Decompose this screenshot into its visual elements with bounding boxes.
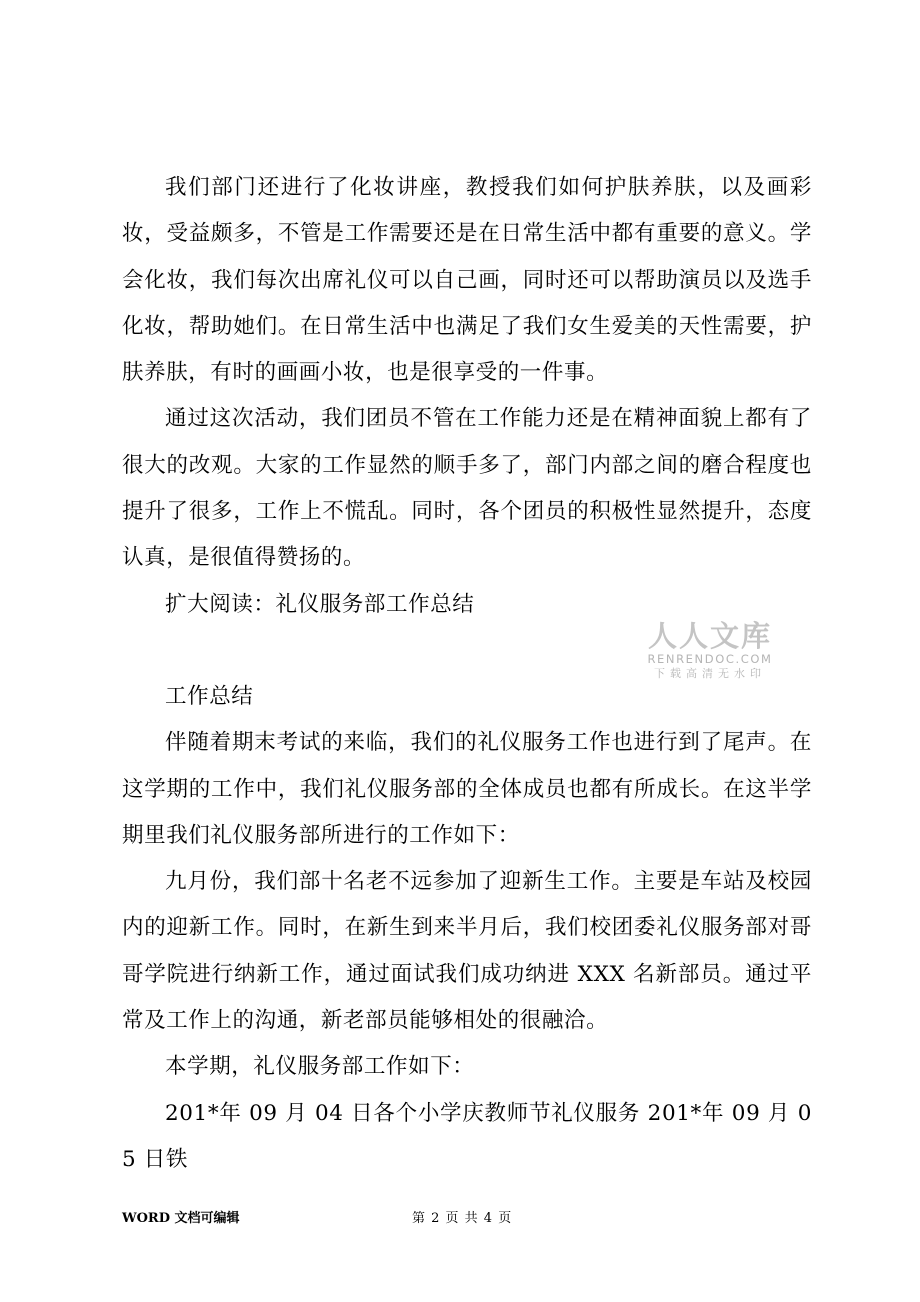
section-heading-work-summary: 工作总结 (165, 683, 254, 709)
page-footer (0, 1207, 920, 1227)
paragraph-intro: 伴随着期末考试的来临，我们的礼仪服务工作也进行到了尾声。在这学期的工作中，我们礼仪服务部的全体成员也都有所成长。在这半学期里我们礼仪服务部所进行的工作如下： (122, 730, 812, 848)
document-body (122, 165, 812, 1183)
paragraph-activity-results: 通过这次活动，我们团员不管在工作能力还是在精神面貌上都有了很大的改观。大家的工作显然的顺手多了，部门内部之间的磨合程度也提升了很多，工作上不慌乱。同时，各个团员的积极性显然提升，态度认真，是很值得赞扬的。 (122, 406, 812, 571)
paragraph-extended-reading: 扩大阅读：礼仪服务部工作总结 (165, 591, 475, 617)
footer-page-number: 第 2 页 共 4 页 (412, 1211, 513, 1226)
watermark-tagline: 下载高清无水印 (654, 667, 766, 680)
paragraph-makeup-lecture: 我们部门还进行了化妆讲座，教授我们如何护肤养肤，以及画彩妆，受益颇多，不管是工作需要还是在日常生活中都有重要的意义。学会化妆，我们每次出席礼仪可以自己画，同时还可以帮助演员以及选手化妆，帮助她们。在日常生活中也满足了我们女生爱美的天性需要，护肤养肤，有时的画画小妆，也是很享受的一件事。 (122, 175, 812, 386)
section-spacer (122, 628, 812, 674)
paragraph-september: 九月份，我们部十名老不远参加了迎新生工作。主要是车站及校园内的迎新工作。同时，在新生到来半月后，我们校团委礼仪服务部对哥哥学院进行纳新工作，通过面试我们成功纳进 XXX 名新部员。通过平常及工作上的沟通，新老部员能够相处的很融洽。 (122, 869, 812, 1034)
paragraph-semester-work: 本学期，礼仪服务部工作如下： (165, 1054, 475, 1080)
footer-editable-label: WORD 文档可编辑 (122, 1211, 240, 1226)
paragraph-schedule: 201*年 09 月 04 日各个小学庆教师节礼仪服务 201*年 09 月 05 日铁 (122, 1100, 812, 1172)
watermark-title: 人人文库 (647, 619, 772, 653)
watermark-domain: RENRENDOC.COM (647, 652, 773, 666)
